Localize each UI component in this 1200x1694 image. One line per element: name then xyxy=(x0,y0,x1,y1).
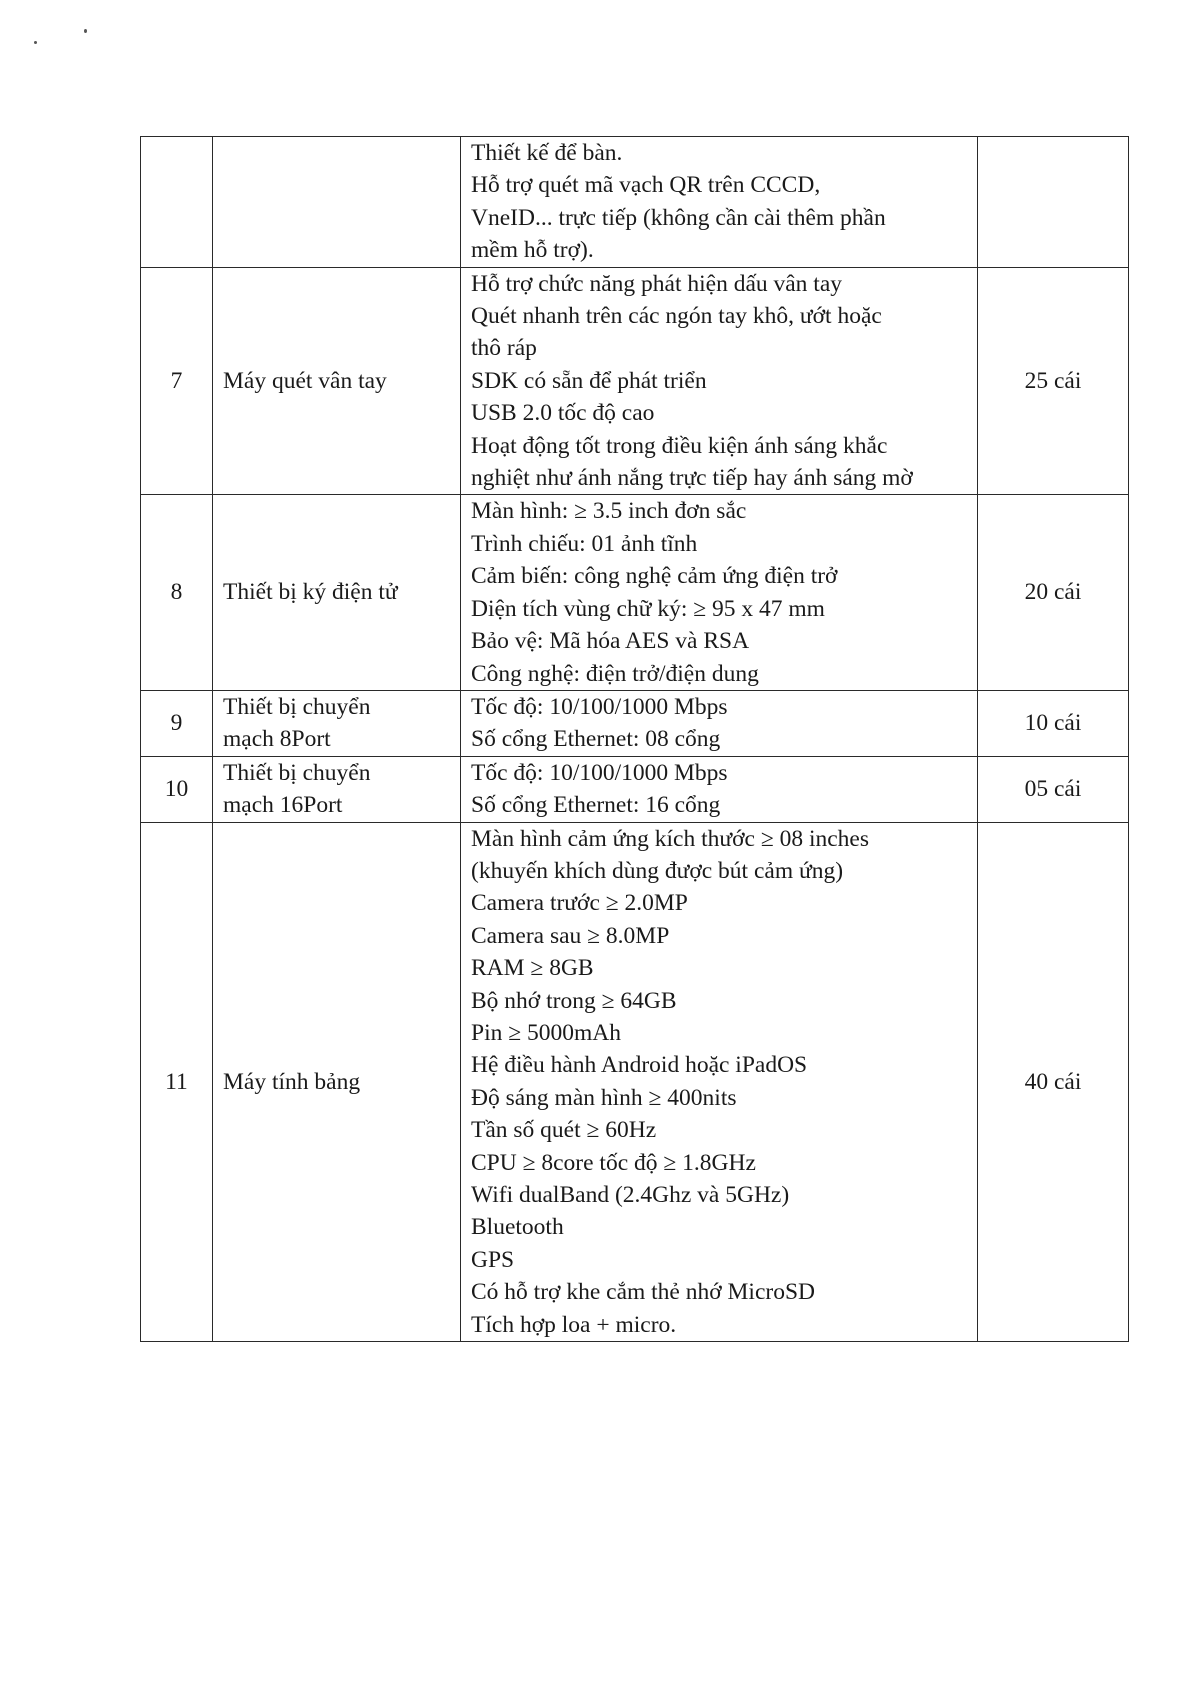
item-name-cell xyxy=(213,690,461,756)
quantity-cell: 05 cái xyxy=(978,756,1129,822)
table-row xyxy=(141,137,1129,268)
spec-line: Hệ điều hành Android hoặc iPadOS xyxy=(471,1052,808,1079)
spec-line: VneID... trực tiếp (không cần cài thêm phần xyxy=(471,204,886,231)
spec-line: Màn hình: ≥ 3.5 inch đơn sắc xyxy=(471,498,747,525)
spec-line: Hoạt động tốt trong điều kiện ánh sáng khắc xyxy=(471,432,888,459)
spec-line: USB 2.0 tốc độ cao xyxy=(471,400,655,427)
row-number-cell: 10 xyxy=(141,756,213,822)
row-number-cell: 11 xyxy=(141,822,213,1342)
spec-line: (khuyến khích dùng được bút cảm ứng) xyxy=(471,857,844,884)
row-number-cell xyxy=(141,137,213,268)
specification-cell xyxy=(461,690,978,756)
quantity-cell: 25 cái xyxy=(978,267,1129,495)
spec-line: Công nghệ: điện trở/điện dung xyxy=(471,660,759,687)
row-number-cell: 9 xyxy=(141,690,213,756)
specification-cell xyxy=(461,822,978,1342)
item-name-line: Máy tính bảng xyxy=(223,1068,361,1095)
spec-line: CPU ≥ 8core tốc độ ≥ 1.8GHz xyxy=(471,1149,756,1176)
spec-line: Thiết kế để bàn. xyxy=(471,140,623,166)
spec-line: mềm hỗ trợ). xyxy=(471,237,594,264)
spec-line: Số cổng Ethernet: 08 cổng xyxy=(471,726,721,753)
item-name-cell xyxy=(213,267,461,495)
scan-speck xyxy=(84,29,87,33)
item-name-cell xyxy=(213,822,461,1342)
spec-line: Tích hợp loa + micro. xyxy=(471,1311,677,1338)
table-row xyxy=(141,267,1129,495)
spec-line: nghiệt như ánh nắng trực tiếp hay ánh sáng mờ xyxy=(471,465,913,492)
spec-line: Diện tích vùng chữ ký: ≥ 95 x 47 mm xyxy=(471,595,825,622)
table-row xyxy=(141,756,1129,822)
spec-line: Bảo vệ: Mã hóa AES và RSA xyxy=(471,628,750,655)
spec-line: Camera trước ≥ 2.0MP xyxy=(471,890,688,917)
row-number-cell: 7 xyxy=(141,267,213,495)
spec-line: Có hỗ trợ khe cắm thẻ nhớ MicroSD xyxy=(471,1279,816,1306)
row-number-cell: 8 xyxy=(141,495,213,690)
item-name-line: mạch 16Port xyxy=(223,792,343,819)
table-row xyxy=(141,690,1129,756)
spec-line: Camera sau ≥ 8.0MP xyxy=(471,922,670,949)
spec-line: Pin ≥ 5000mAh xyxy=(471,1019,621,1046)
table-body xyxy=(141,137,1129,1342)
spec-line: SDK có sẵn để phát triển xyxy=(471,367,707,394)
spec-line: Trình chiếu: 01 ảnh tĩnh xyxy=(471,530,698,557)
equipment-spec-table xyxy=(140,136,1129,1342)
spec-line: thô ráp xyxy=(471,335,537,362)
spec-line: Màn hình cảm ứng kích thước ≥ 08 inches xyxy=(471,825,869,852)
spec-line: Bộ nhớ trong ≥ 64GB xyxy=(471,987,677,1014)
spec-line: Bluetooth xyxy=(471,1214,564,1241)
item-name-line: Thiết bị chuyển xyxy=(223,693,371,720)
spec-line: Wifi dualBand (2.4Ghz và 5GHz) xyxy=(471,1182,790,1208)
spec-line: GPS xyxy=(471,1246,515,1273)
item-name-cell xyxy=(213,495,461,690)
spec-line: Hỗ trợ quét mã vạch QR trên CCCD, xyxy=(471,172,821,199)
item-name-cell xyxy=(213,756,461,822)
specification-cell xyxy=(461,137,978,268)
spec-line: Hỗ trợ chức năng phát hiện dấu vân tay xyxy=(471,270,843,297)
spec-line: Tần số quét ≥ 60Hz xyxy=(471,1117,657,1144)
spec-line: RAM ≥ 8GB xyxy=(471,955,594,982)
spec-line: Tốc độ: 10/100/1000 Mbps xyxy=(471,693,728,720)
scan-speck xyxy=(34,41,37,44)
quantity-cell: 20 cái xyxy=(978,495,1129,690)
table-row xyxy=(141,495,1129,690)
spec-line: Độ sáng màn hình ≥ 400nits xyxy=(471,1084,737,1111)
item-name-line: Thiết bị chuyển xyxy=(223,759,371,786)
specification-cell xyxy=(461,495,978,690)
quantity-cell: 10 cái xyxy=(978,690,1129,756)
quantity-cell: 40 cái xyxy=(978,822,1129,1342)
spec-line: Cảm biến: công nghệ cảm ứng điện trở xyxy=(471,563,838,590)
specification-cell xyxy=(461,756,978,822)
quantity-cell xyxy=(978,137,1129,268)
item-name-cell xyxy=(213,137,461,268)
specification-cell xyxy=(461,267,978,495)
item-name-line: mạch 8Port xyxy=(223,726,331,753)
item-name-line: Máy quét vân tay xyxy=(223,367,387,394)
spec-line: Tốc độ: 10/100/1000 Mbps xyxy=(471,759,728,786)
spec-line: Số cổng Ethernet: 16 cổng xyxy=(471,792,721,819)
item-name-line: Thiết bị ký điện tử xyxy=(223,579,398,606)
table-row xyxy=(141,822,1129,1342)
spec-line: Quét nhanh trên các ngón tay khô, ướt hoặc xyxy=(471,303,882,330)
